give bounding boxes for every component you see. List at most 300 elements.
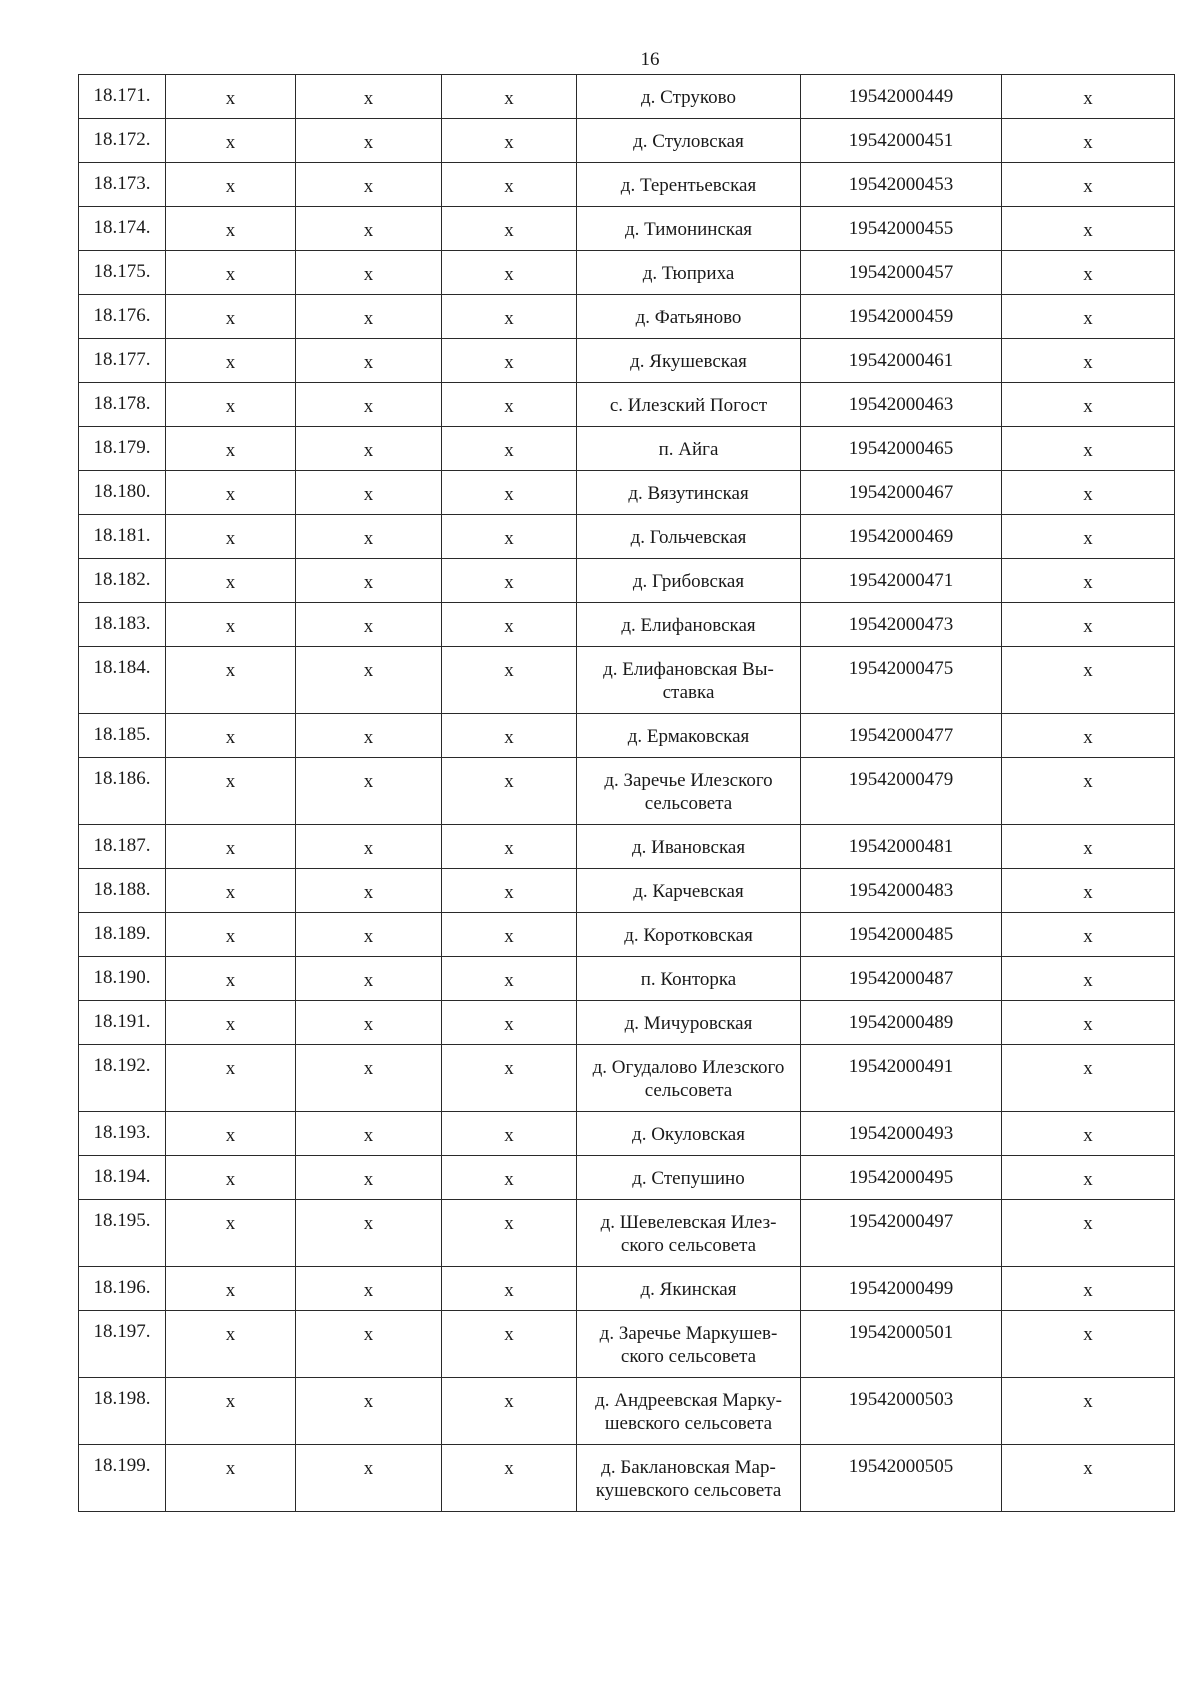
oktmo-code-cell bbox=[801, 647, 1002, 714]
cell-text: х bbox=[504, 1014, 514, 1035]
cell-text: 19542000503 bbox=[848, 1389, 954, 1410]
cell-text: 18.186. bbox=[93, 768, 151, 789]
cell-text: 18.184. bbox=[93, 657, 151, 678]
cell-text-line: сельсовета bbox=[644, 1080, 733, 1101]
column-4-cell bbox=[442, 869, 577, 913]
row-number-cell bbox=[79, 75, 166, 119]
oktmo-code-cell bbox=[801, 1445, 1002, 1512]
cell-text: х bbox=[504, 176, 514, 197]
column-2-cell bbox=[166, 339, 296, 383]
column-7-cell bbox=[1002, 251, 1175, 295]
cell-text-line: д. Баклановская Мар- bbox=[601, 1457, 776, 1478]
settlement-name-cell bbox=[577, 339, 801, 383]
row-number-cell bbox=[79, 515, 166, 559]
column-2-cell bbox=[166, 1311, 296, 1378]
cell-text: х bbox=[1083, 572, 1093, 593]
cell-text: х bbox=[1083, 1169, 1093, 1190]
row-number-cell bbox=[79, 1311, 166, 1378]
column-2-cell bbox=[166, 714, 296, 758]
table-row bbox=[79, 957, 1175, 1001]
cell-text: х bbox=[363, 926, 374, 947]
cell-text: 19542000465 bbox=[848, 438, 954, 459]
cell-text: 19542000501 bbox=[848, 1322, 954, 1343]
row-number-cell bbox=[79, 427, 166, 471]
cell-text-line: ского сельсовета bbox=[620, 1346, 757, 1367]
cell-text: х bbox=[225, 352, 236, 373]
cell-text-line: кушевского сельсовета bbox=[595, 1480, 782, 1501]
cell-text: х bbox=[225, 572, 236, 593]
cell-text: 18.182. bbox=[93, 569, 151, 590]
table-row bbox=[79, 251, 1175, 295]
cell-text: д. Фатьяново bbox=[635, 307, 742, 328]
cell-text: х bbox=[225, 220, 236, 241]
cell-text: 18.195. bbox=[93, 1210, 151, 1231]
cell-text: х bbox=[1083, 660, 1093, 681]
cell-text: х bbox=[504, 308, 514, 329]
column-2-cell bbox=[166, 251, 296, 295]
oktmo-code-cell bbox=[801, 559, 1002, 603]
column-3-cell bbox=[296, 427, 442, 471]
cell-text: х bbox=[363, 1169, 374, 1190]
column-7-cell bbox=[1002, 1001, 1175, 1045]
cell-text: х bbox=[363, 264, 374, 285]
cell-text: х bbox=[504, 88, 514, 109]
oktmo-code-cell bbox=[801, 75, 1002, 119]
table-row bbox=[79, 383, 1175, 427]
column-3-cell bbox=[296, 1156, 442, 1200]
column-7-cell bbox=[1002, 119, 1175, 163]
column-4-cell bbox=[442, 515, 577, 559]
cell-text: х bbox=[504, 1125, 514, 1146]
cell-text: х bbox=[225, 132, 236, 153]
settlement-name-cell bbox=[577, 383, 801, 427]
cell-text: х bbox=[504, 1213, 514, 1234]
row-number-cell bbox=[79, 1112, 166, 1156]
column-4-cell bbox=[442, 471, 577, 515]
page-number: 16 bbox=[640, 49, 660, 70]
oktmo-code-cell bbox=[801, 1267, 1002, 1311]
oktmo-code-cell bbox=[801, 1311, 1002, 1378]
cell-text: х bbox=[1083, 771, 1093, 792]
cell-text: х bbox=[225, 528, 236, 549]
cell-text: 18.174. bbox=[93, 217, 151, 238]
cell-text-line: д. Андреевская Марку- bbox=[595, 1390, 782, 1411]
cell-text: х bbox=[363, 308, 374, 329]
table-row bbox=[79, 1378, 1175, 1445]
cell-text: 18.172. bbox=[93, 129, 151, 150]
column-2-cell bbox=[166, 913, 296, 957]
cell-text: х bbox=[225, 484, 236, 505]
cell-text: 19542000473 bbox=[848, 614, 954, 635]
table-row bbox=[79, 714, 1175, 758]
column-3-cell bbox=[296, 383, 442, 427]
row-number-cell bbox=[79, 1445, 166, 1512]
cell-text: х bbox=[225, 1391, 236, 1412]
table-row bbox=[79, 1267, 1175, 1311]
cell-text: д. Карчевская bbox=[633, 881, 744, 902]
cell-text: 19542000485 bbox=[848, 924, 954, 945]
cell-text: х bbox=[363, 220, 374, 241]
column-7-cell bbox=[1002, 758, 1175, 825]
column-2-cell bbox=[166, 1112, 296, 1156]
cell-text: х bbox=[1083, 1058, 1093, 1079]
row-number-cell bbox=[79, 957, 166, 1001]
row-number-cell bbox=[79, 1045, 166, 1112]
column-2-cell bbox=[166, 427, 296, 471]
column-2-cell bbox=[166, 1378, 296, 1445]
settlement-name-cell bbox=[577, 869, 801, 913]
row-number-cell bbox=[79, 1200, 166, 1267]
cell-text: х bbox=[504, 1169, 514, 1190]
column-3-cell bbox=[296, 603, 442, 647]
settlement-name-cell bbox=[577, 295, 801, 339]
column-7-cell bbox=[1002, 383, 1175, 427]
table-row bbox=[79, 207, 1175, 251]
column-3-cell bbox=[296, 957, 442, 1001]
column-7-cell bbox=[1002, 603, 1175, 647]
settlement-name-cell bbox=[577, 75, 801, 119]
cell-text: х bbox=[1083, 1324, 1093, 1345]
cell-text: х bbox=[225, 1213, 236, 1234]
column-3-cell bbox=[296, 647, 442, 714]
cell-text: х bbox=[1083, 88, 1093, 109]
table-row bbox=[79, 603, 1175, 647]
column-3-cell bbox=[296, 1200, 442, 1267]
cell-text: 19542000475 bbox=[848, 658, 954, 679]
oktmo-code-cell bbox=[801, 758, 1002, 825]
cell-text: х bbox=[225, 396, 236, 417]
cell-text: 18.194. bbox=[93, 1166, 151, 1187]
row-number-cell bbox=[79, 383, 166, 427]
column-3-cell bbox=[296, 1378, 442, 1445]
column-7-cell bbox=[1002, 339, 1175, 383]
column-2-cell bbox=[166, 603, 296, 647]
oktmo-code-cell bbox=[801, 383, 1002, 427]
column-7-cell bbox=[1002, 714, 1175, 758]
settlement-name-cell bbox=[577, 647, 801, 714]
column-3-cell bbox=[296, 339, 442, 383]
table-row bbox=[79, 515, 1175, 559]
cell-text: 19542000489 bbox=[848, 1012, 954, 1033]
table-row bbox=[79, 339, 1175, 383]
cell-text: 19542000453 bbox=[848, 174, 954, 195]
table-row bbox=[79, 559, 1175, 603]
settlement-name-cell bbox=[577, 207, 801, 251]
column-3-cell bbox=[296, 714, 442, 758]
row-number-cell bbox=[79, 559, 166, 603]
row-number-cell bbox=[79, 825, 166, 869]
column-2-cell bbox=[166, 647, 296, 714]
cell-text: х bbox=[225, 882, 236, 903]
cell-text: 18.189. bbox=[93, 923, 151, 944]
column-4-cell bbox=[442, 1445, 577, 1512]
row-number-cell bbox=[79, 251, 166, 295]
column-4-cell bbox=[442, 295, 577, 339]
column-2-cell bbox=[166, 1445, 296, 1512]
column-4-cell bbox=[442, 913, 577, 957]
cell-text: х bbox=[504, 1391, 514, 1412]
column-4-cell bbox=[442, 957, 577, 1001]
cell-text: х bbox=[363, 882, 374, 903]
column-3-cell bbox=[296, 758, 442, 825]
column-7-cell bbox=[1002, 1267, 1175, 1311]
column-4-cell bbox=[442, 1045, 577, 1112]
cell-text: х bbox=[1083, 220, 1093, 241]
column-3-cell bbox=[296, 295, 442, 339]
settlement-name-cell bbox=[577, 957, 801, 1001]
cell-text: х bbox=[363, 1014, 374, 1035]
column-7-cell bbox=[1002, 1045, 1175, 1112]
cell-text: х bbox=[1083, 352, 1093, 373]
oktmo-code-cell bbox=[801, 163, 1002, 207]
cell-text: х bbox=[504, 440, 514, 461]
cell-text: х bbox=[1083, 882, 1093, 903]
column-7-cell bbox=[1002, 913, 1175, 957]
cell-text: х bbox=[363, 132, 374, 153]
cell-text: п. Айга bbox=[658, 439, 719, 460]
settlement-name-cell bbox=[577, 251, 801, 295]
table-row bbox=[79, 1200, 1175, 1267]
cell-text: х bbox=[504, 484, 514, 505]
cell-text-line: сельсовета bbox=[644, 793, 733, 814]
column-2-cell bbox=[166, 1156, 296, 1200]
cell-text: х bbox=[363, 1458, 374, 1479]
column-2-cell bbox=[166, 559, 296, 603]
oktmo-code-cell bbox=[801, 207, 1002, 251]
cell-text: х bbox=[225, 616, 236, 637]
cell-text: 18.177. bbox=[93, 349, 151, 370]
cell-text: 19542000495 bbox=[848, 1167, 954, 1188]
settlement-name-cell bbox=[577, 1267, 801, 1311]
table-row bbox=[79, 1112, 1175, 1156]
cell-text: х bbox=[363, 1280, 374, 1301]
cell-text: 18.196. bbox=[93, 1277, 151, 1298]
cell-text: 18.188. bbox=[93, 879, 151, 900]
column-4-cell bbox=[442, 1267, 577, 1311]
cell-text: х bbox=[363, 352, 374, 373]
cell-text: 18.192. bbox=[93, 1055, 151, 1076]
cell-text: х bbox=[363, 616, 374, 637]
row-number-cell bbox=[79, 1267, 166, 1311]
column-2-cell bbox=[166, 869, 296, 913]
settlement-name-cell bbox=[577, 825, 801, 869]
cell-text: д. Коротковская bbox=[624, 925, 753, 946]
column-3-cell bbox=[296, 207, 442, 251]
cell-text: 19542000459 bbox=[848, 306, 954, 327]
settlements-table bbox=[78, 74, 1175, 1512]
cell-text: 19542000469 bbox=[848, 526, 954, 547]
column-2-cell bbox=[166, 75, 296, 119]
cell-text: х bbox=[225, 1169, 236, 1190]
column-4-cell bbox=[442, 119, 577, 163]
oktmo-code-cell bbox=[801, 913, 1002, 957]
cell-text: 18.173. bbox=[93, 173, 151, 194]
cell-text: 18.181. bbox=[93, 525, 151, 546]
column-7-cell bbox=[1002, 957, 1175, 1001]
row-number-cell bbox=[79, 207, 166, 251]
cell-text: х bbox=[363, 970, 374, 991]
table-row bbox=[79, 825, 1175, 869]
cell-text: х bbox=[363, 1213, 374, 1234]
cell-text-line: ского сельсовета bbox=[620, 1235, 757, 1256]
row-number-cell bbox=[79, 869, 166, 913]
column-3-cell bbox=[296, 1045, 442, 1112]
cell-text-line: д. Заречье Маркушев- bbox=[599, 1323, 778, 1344]
column-4-cell bbox=[442, 207, 577, 251]
column-7-cell bbox=[1002, 825, 1175, 869]
cell-text: х bbox=[1083, 132, 1093, 153]
settlement-name-cell bbox=[577, 758, 801, 825]
cell-text: д. Ермаковская bbox=[627, 726, 750, 747]
cell-text: х bbox=[363, 1125, 374, 1146]
settlement-name-cell bbox=[577, 427, 801, 471]
cell-text: х bbox=[1083, 926, 1093, 947]
cell-text-line: д. Заречье Илезского bbox=[604, 770, 773, 791]
cell-text: х bbox=[225, 660, 236, 681]
row-number-cell bbox=[79, 471, 166, 515]
column-3-cell bbox=[296, 1445, 442, 1512]
column-7-cell bbox=[1002, 1311, 1175, 1378]
cell-text: 18.191. bbox=[93, 1011, 151, 1032]
cell-text: х bbox=[1083, 308, 1093, 329]
cell-text: х bbox=[225, 176, 236, 197]
oktmo-code-cell bbox=[801, 515, 1002, 559]
cell-text: 18.197. bbox=[93, 1321, 151, 1342]
cell-text: х bbox=[1083, 1458, 1093, 1479]
column-7-cell bbox=[1002, 1378, 1175, 1445]
column-7-cell bbox=[1002, 75, 1175, 119]
row-number-cell bbox=[79, 603, 166, 647]
settlement-name-cell bbox=[577, 1045, 801, 1112]
cell-text: х bbox=[363, 727, 374, 748]
oktmo-code-cell bbox=[801, 1001, 1002, 1045]
table-row bbox=[79, 647, 1175, 714]
cell-text: 19542000451 bbox=[848, 130, 954, 151]
cell-text: х bbox=[504, 572, 514, 593]
row-number-cell bbox=[79, 1378, 166, 1445]
cell-text: 19542000449 bbox=[848, 86, 954, 107]
cell-text: 19542000499 bbox=[848, 1278, 954, 1299]
cell-text: д. Якушевская bbox=[630, 351, 747, 372]
oktmo-code-cell bbox=[801, 603, 1002, 647]
cell-text: п. Конторка bbox=[640, 969, 737, 990]
cell-text: х bbox=[225, 1458, 236, 1479]
cell-text: 18.171. bbox=[93, 85, 151, 106]
cell-text: х bbox=[225, 88, 236, 109]
cell-text: 19542000491 bbox=[848, 1056, 954, 1077]
cell-text: 19542000483 bbox=[848, 880, 954, 901]
column-7-cell bbox=[1002, 647, 1175, 714]
table-row bbox=[79, 1001, 1175, 1045]
table-row bbox=[79, 1311, 1175, 1378]
column-3-cell bbox=[296, 869, 442, 913]
cell-text: х bbox=[225, 1058, 236, 1079]
cell-text: 18.183. bbox=[93, 613, 151, 634]
column-7-cell bbox=[1002, 869, 1175, 913]
column-3-cell bbox=[296, 1311, 442, 1378]
oktmo-code-cell bbox=[801, 471, 1002, 515]
settlement-name-cell bbox=[577, 1311, 801, 1378]
column-2-cell bbox=[166, 758, 296, 825]
cell-text: х bbox=[225, 926, 236, 947]
cell-text: х bbox=[225, 838, 236, 859]
table-row bbox=[79, 1445, 1175, 1512]
cell-text: х bbox=[363, 396, 374, 417]
cell-text: х bbox=[363, 838, 374, 859]
cell-text: д. Грибовская bbox=[632, 571, 745, 592]
column-7-cell bbox=[1002, 1200, 1175, 1267]
column-4-cell bbox=[442, 1156, 577, 1200]
cell-text: 19542000493 bbox=[848, 1123, 954, 1144]
oktmo-code-cell bbox=[801, 1378, 1002, 1445]
cell-text: х bbox=[504, 396, 514, 417]
cell-text: х bbox=[1083, 616, 1093, 637]
cell-text: с. Илезский Погост bbox=[609, 395, 768, 416]
column-2-cell bbox=[166, 1200, 296, 1267]
column-2-cell bbox=[166, 471, 296, 515]
cell-text: х bbox=[363, 771, 374, 792]
cell-text: д. Мичуровская bbox=[624, 1013, 753, 1034]
cell-text: х bbox=[1083, 484, 1093, 505]
column-2-cell bbox=[166, 515, 296, 559]
column-2-cell bbox=[166, 1001, 296, 1045]
cell-text: д. Вязутинская bbox=[628, 483, 749, 504]
column-3-cell bbox=[296, 515, 442, 559]
cell-text: х bbox=[225, 440, 236, 461]
column-4-cell bbox=[442, 825, 577, 869]
oktmo-code-cell bbox=[801, 1045, 1002, 1112]
cell-text: х bbox=[504, 220, 514, 241]
cell-text: х bbox=[504, 528, 514, 549]
column-3-cell bbox=[296, 559, 442, 603]
column-2-cell bbox=[166, 1045, 296, 1112]
column-4-cell bbox=[442, 75, 577, 119]
cell-text: х bbox=[225, 1125, 236, 1146]
cell-text: х bbox=[225, 1014, 236, 1035]
column-4-cell bbox=[442, 383, 577, 427]
cell-text: 18.178. bbox=[93, 393, 151, 414]
table-row bbox=[79, 1156, 1175, 1200]
settlement-name-cell bbox=[577, 1200, 801, 1267]
oktmo-code-cell bbox=[801, 1156, 1002, 1200]
cell-text: х bbox=[504, 352, 514, 373]
column-2-cell bbox=[166, 295, 296, 339]
settlement-name-cell bbox=[577, 603, 801, 647]
cell-text: д. Терентьевская bbox=[620, 175, 757, 196]
cell-text: х bbox=[225, 970, 236, 991]
oktmo-code-cell bbox=[801, 714, 1002, 758]
cell-text: х bbox=[1083, 838, 1093, 859]
cell-text: 18.175. bbox=[93, 261, 151, 282]
column-4-cell bbox=[442, 714, 577, 758]
cell-text: х bbox=[363, 528, 374, 549]
oktmo-code-cell bbox=[801, 339, 1002, 383]
row-number-cell bbox=[79, 339, 166, 383]
column-3-cell bbox=[296, 1112, 442, 1156]
oktmo-code-cell bbox=[801, 825, 1002, 869]
cell-text: х bbox=[363, 660, 374, 681]
settlement-name-cell bbox=[577, 515, 801, 559]
cell-text: 18.187. bbox=[93, 835, 151, 856]
cell-text-line: д. Шевелевская Илез- bbox=[600, 1212, 777, 1233]
column-7-cell bbox=[1002, 471, 1175, 515]
oktmo-code-cell bbox=[801, 957, 1002, 1001]
cell-text: х bbox=[504, 132, 514, 153]
column-7-cell bbox=[1002, 207, 1175, 251]
cell-text: д. Тимонинская bbox=[624, 219, 753, 240]
table-row bbox=[79, 119, 1175, 163]
cell-text: 18.176. bbox=[93, 305, 151, 326]
